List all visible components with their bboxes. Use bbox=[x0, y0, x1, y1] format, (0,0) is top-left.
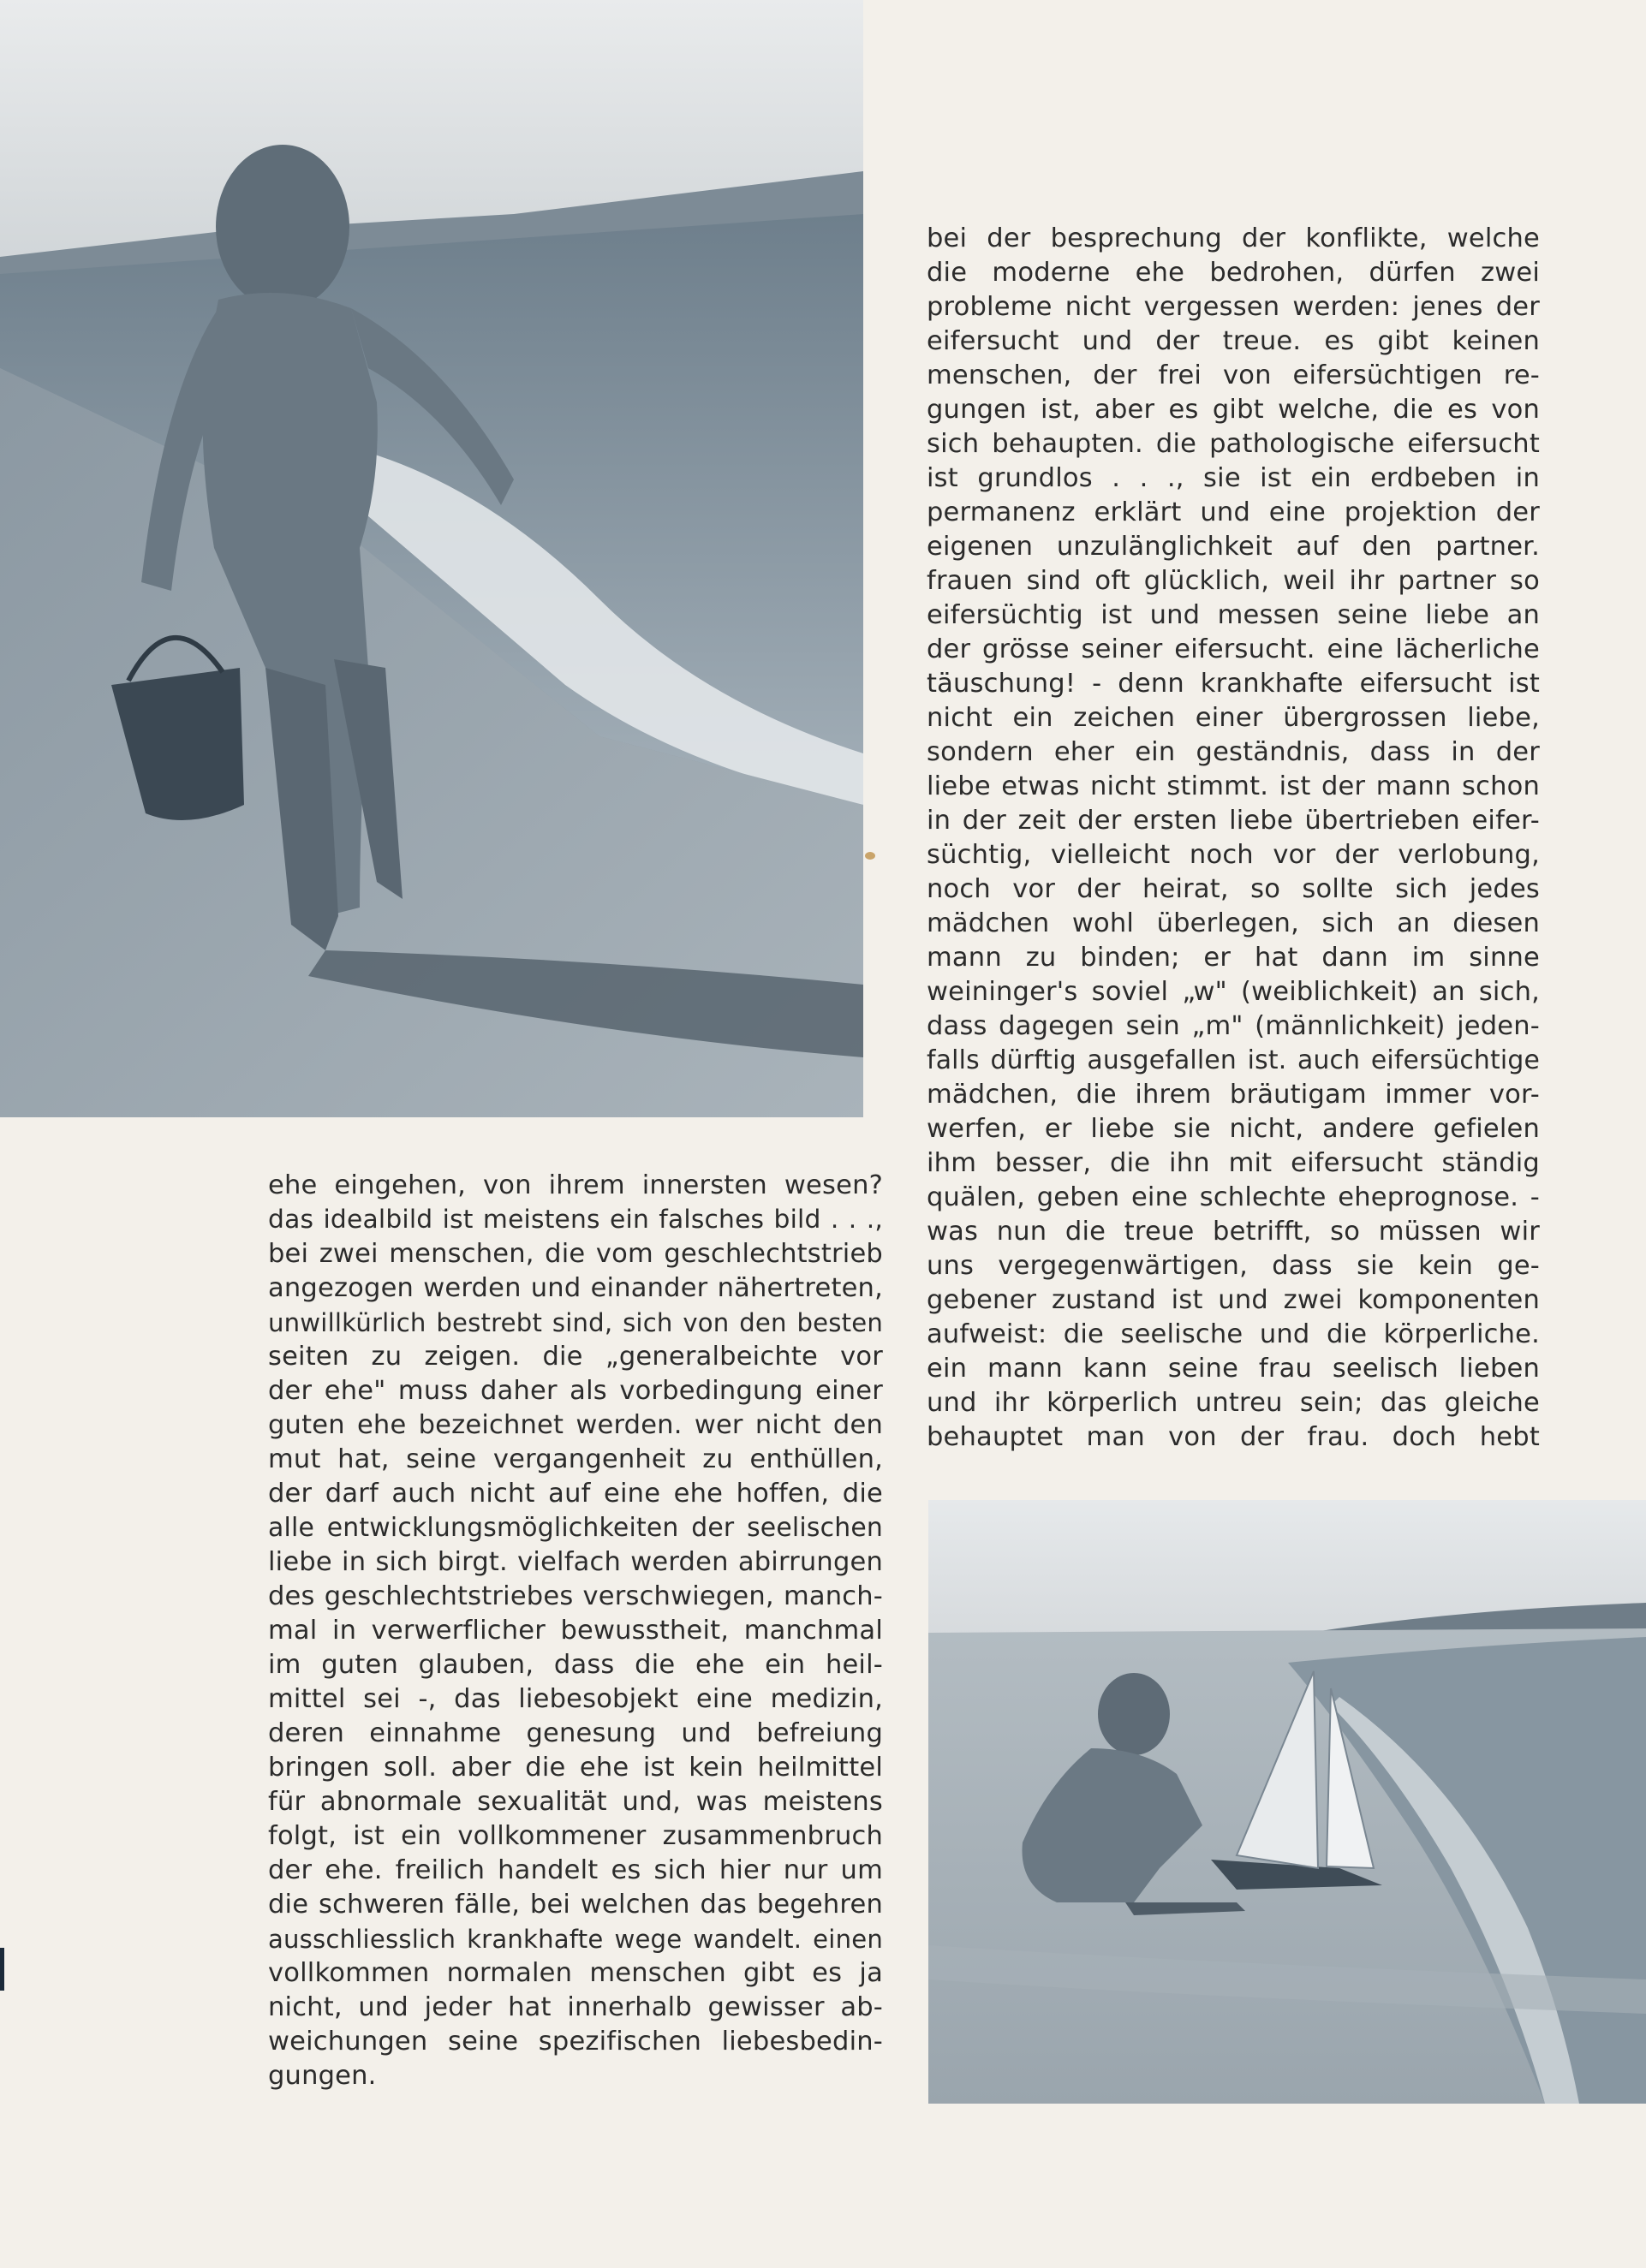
text-line: eigenen unzulänglichkeit auf den partner. bbox=[927, 532, 1540, 562]
text-line: eifersucht und der treue. es gibt keinen bbox=[927, 326, 1540, 356]
text-line: guten ehe bezeichnet werden. wer nicht den bbox=[268, 1410, 883, 1440]
text-line: quälen, geben eine schlechte eheprognose. - bbox=[927, 1182, 1540, 1212]
text-line: weininger's soviel „w" (weiblichkeit) an sich, bbox=[927, 977, 1540, 1007]
text-line: gebener zustand ist und zwei komponenten bbox=[927, 1285, 1540, 1315]
text-line: menschen, der frei von eifersüchtigen re- bbox=[927, 360, 1540, 390]
text-line: ausschliesslich krankhafte wege wandelt. einen bbox=[268, 1925, 883, 1954]
text-line: gungen. bbox=[268, 2061, 377, 2091]
text-line: ehe eingehen, von ihrem innersten wesen? bbox=[268, 1170, 883, 1200]
text-line: täuschung! - denn krankhafte eifersucht ist bbox=[927, 669, 1540, 699]
text-line: sondern eher ein geständnis, dass in der bbox=[927, 737, 1540, 767]
text-line: im guten glauben, dass die ehe ein heil- bbox=[268, 1650, 883, 1680]
text-line: noch vor der heirat, so sollte sich jedes bbox=[927, 874, 1540, 904]
text-line: behauptet man von der frau. doch hebt bbox=[927, 1422, 1540, 1452]
text-line: ist grundlos . . ., sie ist ein erdbeben in bbox=[927, 463, 1540, 493]
paper-speck bbox=[865, 852, 875, 860]
text-line: liebe in sich birgt. vielfach werden abirrungen bbox=[268, 1547, 883, 1577]
text-line: folgt, ist ein vollkommener zusammenbruch bbox=[268, 1821, 883, 1851]
text-line: unwillkürlich bestrebt sind, sich von den besten bbox=[268, 1308, 883, 1337]
text-line: aufweist: die seelische und die körperliche. bbox=[927, 1319, 1540, 1349]
text-line: das idealbild ist meistens ein falsches bild . . ., bbox=[268, 1205, 883, 1235]
photo-boy-with-toy-sailboat bbox=[928, 1500, 1646, 2104]
text-line: mal in verwerflicher bewusstheit, manchmal bbox=[268, 1616, 883, 1646]
text-line: mittel sei -, das liebesobjekt eine medizin, bbox=[268, 1684, 883, 1714]
text-line: bei der besprechung der konflikte, welche bbox=[927, 223, 1540, 253]
text-line: mann zu binden; er hat dann im sinne bbox=[927, 943, 1540, 973]
text-line: uns vergegenwärtigen, dass sie kein ge- bbox=[927, 1251, 1540, 1281]
text-line: nicht ein zeichen einer übergrossen liebe, bbox=[927, 703, 1540, 733]
text-line: alle entwicklungsmöglichkeiten der seelischen bbox=[268, 1513, 883, 1543]
photo-boy-with-toy-sailboat-icon bbox=[928, 1500, 1646, 2104]
text-line: seiten zu zeigen. die „generalbeichte vor bbox=[268, 1342, 883, 1372]
text-line: des geschlechtstriebes verschwiegen, manch- bbox=[268, 1581, 883, 1611]
text-line: probleme nicht vergessen werden: jenes der bbox=[927, 292, 1540, 322]
text-line: weichungen seine spezifischen liebesbedin- bbox=[268, 2027, 883, 2057]
text-line: frauen sind oft glücklich, weil ihr partner so bbox=[927, 566, 1540, 596]
text-line: gungen ist, aber es gibt welche, die es von bbox=[927, 395, 1540, 425]
text-line: falls dürftig ausgefallen ist. auch eifersüchtige bbox=[927, 1045, 1540, 1075]
text-line: nicht, und jeder hat innerhalb gewisser ab- bbox=[268, 1992, 883, 2022]
text-line: und ihr körperlich untreu sein; das gleiche bbox=[927, 1388, 1540, 1418]
text-line: in der zeit der ersten liebe übertrieben eifer- bbox=[927, 806, 1540, 836]
text-line: der ehe" muss daher als vorbedingung einer bbox=[268, 1376, 883, 1406]
binding-mark bbox=[0, 1948, 4, 1991]
text-line: dass dagegen sein „m" (männlichkeit) jeden- bbox=[927, 1011, 1540, 1041]
text-line: ein mann kann seine frau seelisch lieben bbox=[927, 1354, 1540, 1384]
text-line: mut hat, seine vergangenheit zu enthüllen, bbox=[268, 1444, 883, 1474]
text-line: der darf auch nicht auf eine ehe hoffen, die bbox=[268, 1479, 883, 1509]
text-line: liebe etwas nicht stimmt. ist der mann schon bbox=[927, 771, 1540, 801]
text-line: was nun die treue betrifft, so müssen wir bbox=[927, 1217, 1540, 1247]
text-line: permanenz erklärt und eine projektion der bbox=[927, 497, 1540, 527]
photo-boy-with-bucket bbox=[0, 0, 863, 1117]
text-line: die schweren fälle, bei welchen das begehren bbox=[268, 1890, 883, 1920]
text-line: sich behaupten. die pathologische eifersucht bbox=[927, 429, 1540, 459]
text-line: bringen soll. aber die ehe ist kein heilmittel bbox=[268, 1753, 883, 1783]
text-line: deren einnahme genesung und befreiung bbox=[268, 1718, 883, 1748]
text-line: werfen, er liebe sie nicht, andere gefielen bbox=[927, 1114, 1540, 1144]
photo-boy-with-bucket-icon bbox=[0, 0, 863, 1117]
left-text-column bbox=[268, 1169, 883, 2093]
text-line: süchtig, vielleicht noch vor der verlobung, bbox=[927, 840, 1540, 870]
text-line: eifersüchtig ist und messen seine liebe an bbox=[927, 600, 1540, 630]
right-text-column bbox=[927, 222, 1540, 1455]
text-line: der grösse seiner eifersucht. eine lächerliche bbox=[927, 634, 1540, 664]
text-line: der ehe. freilich handelt es sich hier nur um bbox=[268, 1855, 883, 1885]
text-line: bei zwei menschen, die vom geschlechtstrieb bbox=[268, 1239, 883, 1269]
text-line: für abnormale sexualität und, was meistens bbox=[268, 1787, 883, 1817]
text-line: ihm besser, die ihn mit eifersucht ständig bbox=[927, 1148, 1540, 1178]
text-line: vollkommen normalen menschen gibt es ja bbox=[268, 1958, 883, 1988]
text-line: die moderne ehe bedrohen, dürfen zwei bbox=[927, 258, 1540, 288]
text-line: angezogen werden und einander nähertreten, bbox=[268, 1273, 883, 1303]
text-line: mädchen wohl überlegen, sich an diesen bbox=[927, 908, 1540, 938]
text-line: mädchen, die ihrem bräutigam immer vor- bbox=[927, 1080, 1540, 1110]
